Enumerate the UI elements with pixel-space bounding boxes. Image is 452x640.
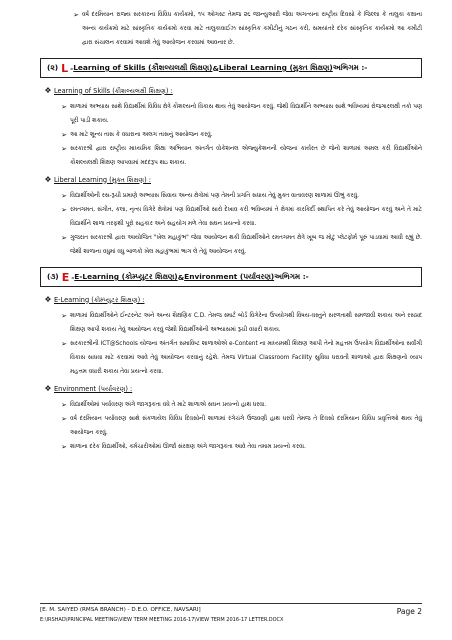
subsection-title: Liberal Learning (મુક્ત શિક્ષણ) : bbox=[54, 175, 151, 184]
list-item-text: રમતગમત, સંગીત, કલા, નૃત્ય વિગેરે ક્ષેત્રોમાં પણ વિદ્યાર્થીઓ સારો દેખાવ કરી ભવિષ્યમાં તે ક્ષેત્રમાં કારકિર્દી સ્થાપિત કરે તેવું આયોજન કરવું અને તે માટે વિદ્યાર્થીને શાળા તરફથી પૂરો સહકાર અને સહયોગ મળે તેવા સઘન પ્રયત્નો કરવા. bbox=[70, 207, 422, 227]
arrow-bullet-icon: ➢ bbox=[61, 234, 67, 242]
arrow-bullet-icon: ➢ bbox=[61, 340, 67, 348]
diamond-bullet-icon: ❖ bbox=[44, 86, 52, 95]
subsection-heading bbox=[42, 84, 422, 98]
section-letter: L bbox=[61, 61, 69, 75]
section-title-part-1: Learning of Skills (કૌશલ્યલક્ષી શિક્ષણ) bbox=[73, 63, 213, 72]
sections-container bbox=[40, 58, 422, 454]
section-number: (૨) bbox=[47, 63, 59, 72]
arrow-bullet-icon: ➢ bbox=[61, 401, 67, 409]
arrow-bullet-icon: ➢ bbox=[61, 145, 67, 153]
arrow-bullet-icon: ➢ bbox=[61, 206, 67, 214]
bullet-list bbox=[58, 398, 422, 454]
section-title-suffix: અભિગમ :- bbox=[274, 272, 309, 281]
arrow-bullet-icon: ➢ bbox=[61, 192, 67, 200]
section-title-prefix: - bbox=[70, 63, 74, 73]
section-number: (૩) bbox=[47, 272, 59, 281]
footer-file-path: E:\IRSHAD\PRINCIPAL MEETING\VIEW TERM MEETING 2016-17\VIEW TERM 2016-17 LETTER.DOCX bbox=[40, 617, 284, 623]
section-heading bbox=[40, 58, 422, 78]
section-title-prefix: - bbox=[71, 272, 75, 282]
section-heading bbox=[40, 267, 422, 287]
list-item-text: આ માટે શૂન્ય તાસ કે વધારાના અલગ તાસનું આયોજન કરવું. bbox=[70, 132, 213, 138]
arrow-bullet-icon: ➢ bbox=[61, 443, 67, 451]
section-title-suffix: અભિગમ :- bbox=[332, 63, 368, 72]
list-item bbox=[58, 128, 422, 142]
list-item bbox=[58, 203, 422, 231]
list-item bbox=[58, 337, 422, 379]
section-letter: E bbox=[61, 270, 70, 284]
page-number: Page 2 bbox=[396, 607, 422, 616]
page-footer bbox=[40, 603, 422, 623]
list-item bbox=[58, 189, 422, 203]
subsection-heading bbox=[42, 382, 422, 396]
document-body bbox=[40, 8, 422, 454]
list-item bbox=[58, 231, 422, 259]
diamond-bullet-icon: ❖ bbox=[44, 384, 52, 393]
section-title-separator: & bbox=[177, 272, 185, 282]
list-item bbox=[58, 398, 422, 412]
diamond-bullet-icon: ❖ bbox=[44, 175, 52, 184]
list-item-text: વિદ્યાર્થીઓમાં પર્યાવરણ અંગે જાગરૂકતા વધે તે માટે શાળાએ સઘન પ્રયત્નો હાથ ધરવા. bbox=[70, 402, 267, 408]
list-item-text: શાળામાં અભ્યાસ સાથે વિદ્યાર્થીમાં વિવિધ ક્ષેત્રે કૌશલ્યનો વિકાસ થાય તેવું આયોજન કરવું. જેથી વિદ્યાર્થીને અભ્યાસ સાથે ભવિષ્યમાં રોજગારલક્ષી તકો પણ પૂરી પાડી શકાય. bbox=[70, 104, 422, 124]
list-item bbox=[58, 100, 422, 128]
intro-bullet bbox=[70, 8, 422, 50]
intro-text: વર્ષ દરમિયાન રાજ્ય સરકારના વિવિધ કાર્યક્રમો, ૧૫ ઓગસ્ટ તેમજ ૨૬ જાન્યુઆરી જેવા અગત્યના રાષ્ટ્રીય દિવસો કે જિલ્લા કે તાલુકા કક્ષાના અન્ય કાર્યક્રમો માટે સાંસ્કૃતિક કાર્યક્રમો કરવા માટે તાલુકાવાઈઝ સાંસ્કૃતિક કમીટીનું ગઠન કરી, સમયાંતરે દરેક સાંસ્કૃતિક કાર્યક્રમો આ કમીટી દ્વારા સંચાલન કરવામાં આવશે તેવું આયોજન કરવામાં આવનાર છે. bbox=[82, 12, 422, 46]
bullet-list bbox=[58, 100, 422, 170]
list-item-text: શાળામાં વિદ્યાર્થીઓને ઈન્ટરનેટ અને અન્ય શૈક્ષણિક C.D. તેમજ સ્માર્ટ બોર્ડ વિગેરેના ઉપયોગથી વિષય-વસ્તુને સરળતાથી સમજાવી શકાય અને રસપ્રદ શિક્ષણ આપી શકાય તેવું આયોજન કરવું જેથી વિદ્યાર્થીઓની અભ્યાસમાં રૂચી વધારી શકાય. bbox=[70, 313, 422, 333]
section-title-part-2: Environment (પર્યાવરણ) bbox=[184, 272, 275, 281]
list-item-text: સરકારશ્રીની ICT@Schools યોજના અંતર્ગત સમાવિષ્ટ શાળાઓએ e-Content ના માધ્યમથી શિક્ષણ આપી તેનો મહત્તમ ઉપયોગ વિદ્યાર્થીઓના સર્વાંગી વિકાસ સાધવા માટે કરવામાં આવે તેવું આયોજન કરવાનું રહેશે. તેમજ Virtual Classroom Facility સુવિધા ધરાવતી શાળાઓ દ્વારા શિક્ષણનો વ્યાપ મહત્તમ વધારી શકાય તેવા પ્રયત્નો કરવા. bbox=[70, 341, 422, 375]
bullet-list bbox=[58, 189, 422, 259]
list-item-text: ગુજરાત સરકારશ્રી દ્વારા આયોજિત "ખેલ મહાકુંભ" જેવા આયોજન થકી વિદ્યાર્થીઓને રમતગમત ક્ષેત્રે ખૂબ જ મોટું પ્લેટફોર્મ પૂરું પાડવામાં આવી રહ્યું છે. જેથી શાળાના વધુમાં વધુ બાળકો ખેલ મહાકુંભમાં ભાગ લે તેવું આયોજન કરવું. bbox=[70, 235, 422, 255]
subsection-title: Environment (પર્યાવરણ) : bbox=[54, 384, 133, 393]
list-item-text: સરકારશ્રી દ્વારા રાષ્ટ્રીય માધ્યમિક શિક્ષા અભિયાન અંતર્ગત વોકેશનલ એજ્યુકેશનની યોજના કાર્યરત છે જેનો શાળામાં અમલ કરી વિદ્યાર્થીઓને કૌશલ્યલક્ષી શિક્ષણ આપવામાં મદદરૂપ થઇ શકાય. bbox=[70, 146, 422, 166]
arrow-bullet-icon: ➢ bbox=[73, 11, 79, 19]
subsection-title: Learning of Skills (કૌશલ્યલક્ષી શિક્ષણ) : bbox=[54, 86, 173, 95]
list-item-text: વર્ષ દરમિયાન પર્યાવરણ સાથે સંકળાયેલ વિવિધ દિવસોની શાળામાં રંગેચંગે ઉજવણી હાથ ધરવી તેમજ તે દિવસો દરમિયાન વિવિધ પ્રવૃત્તિઓ થાય તેવું આયોજન કરવું. bbox=[70, 416, 422, 436]
list-item bbox=[58, 440, 422, 454]
list-item bbox=[58, 309, 422, 337]
diamond-bullet-icon: ❖ bbox=[44, 295, 52, 304]
list-item-text: વિદ્યાર્થીઓની રસ-રૂચી પ્રમાણે અભ્યાસ સિવાય અન્ય ક્ષેત્રોમાં પણ તેમની પ્રગતિ સધાય તેવું મુક્ત વાતાવરણ શાળામાં ઊભું કરવું. bbox=[70, 193, 359, 199]
subsection-heading bbox=[42, 293, 422, 307]
arrow-bullet-icon: ➢ bbox=[61, 312, 67, 320]
subsection-title: E-Learning (કોમ્પ્યુટર શિક્ષણ) : bbox=[54, 295, 145, 304]
footer-line bbox=[40, 607, 422, 616]
list-item bbox=[58, 142, 422, 170]
arrow-bullet-icon: ➢ bbox=[61, 131, 67, 139]
arrow-bullet-icon: ➢ bbox=[61, 415, 67, 423]
subsection-heading bbox=[42, 173, 422, 187]
arrow-bullet-icon: ➢ bbox=[61, 103, 67, 111]
section-title-separator: & bbox=[212, 63, 219, 73]
footer-office: [E. M. SAIYED (RMSA BRANCH) - D.E.O. OFFICE, NAVSARI] bbox=[40, 607, 201, 613]
list-item-text: શાળાના દરેક વિદ્યાર્થીઓ, કર્મચારીઓમાં ઊર્જા સંરક્ષણ અંગે જાગરૂકતા આવે તેવા તમામ પ્રયત્નો કરવા. bbox=[70, 444, 306, 450]
list-item bbox=[58, 412, 422, 440]
bullet-list bbox=[58, 309, 422, 379]
section-title-part-2: Liberal Learning (મુક્ત શિક્ષણ) bbox=[218, 63, 333, 72]
section-title-part-1: E-Learning (કોમ્પ્યુટર શિક્ષણ) bbox=[74, 272, 178, 281]
